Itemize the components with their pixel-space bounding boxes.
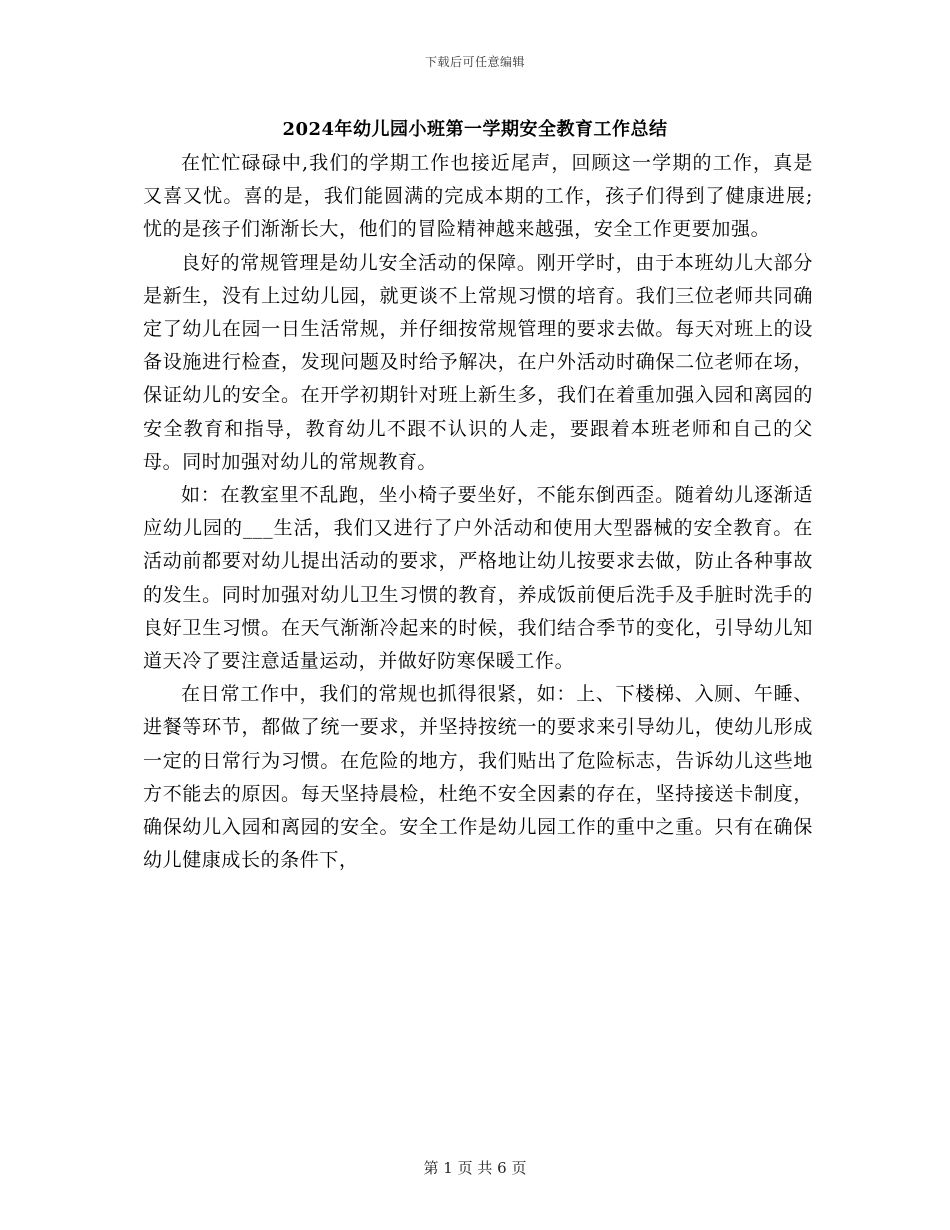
paragraph-3: 如：在教室里不乱跑，坐小椅子要坐好，不能东倒西歪。随着幼儿逐渐适应幼儿园的___生活，我们又进行了户外活动和使用大型器械的安全教育。在活动前都要对幼儿提出活动的要求，严格地让幼儿按要求去做，防止各种事故的发生。同时加强对幼儿卫生习惯的教育，养成饭前便后洗手及手脏时洗手的良好卫生习惯。在天气渐渐冷起来的时候，我们结合季节的变化，引导幼儿知道天冷了要注意适量运动，并做好防寒保暖工作。: [143, 484, 813, 673]
document-body: [143, 147, 813, 877]
page-number-footer: 第 1 页 共 6 页: [423, 1159, 527, 1177]
header-note: 下载后可任意编辑: [424, 55, 525, 69]
paragraph-2: 良好的常规管理是幼儿安全活动的保障。刚开学时，由于本班幼儿大部分是新生，没有上过幼儿园，就更谈不上常规习惯的培育。我们三位老师共同确定了幼儿在园一日生活常规，并仔细按常规管理的要求去做。每天对班上的设备设施进行检查，发现问题及时给予解决，在户外活动时确保二位老师在场，保证幼儿的安全。在开学初期针对班上新生多，我们在着重加强入园和离园的安全教育和指导，教育幼儿不跟不认识的人走，要跟着本班老师和自己的父母。同时加强对幼儿的常规教育。: [143, 251, 813, 473]
paragraph-1: 在忙忙碌碌中,我们的学期工作也接近尾声，回顾这一学期的工作，真是又喜又忧。喜的是，我们能圆满的完成本期的工作，孩子们得到了健康进展;忧的是孩子们渐渐长大，他们的冒险精神越来越强，安全工作更要加强。: [143, 152, 813, 241]
document-title: 2024年幼儿园小班第一学期安全教育工作总结: [282, 119, 668, 140]
paragraph-4: 在日常工作中，我们的常规也抓得很紧，如：上、下楼梯、入厕、午睡、进餐等环节，都做了统一要求，并坚持按统一的要求来引导幼儿，使幼儿形成一定的日常行为习惯。在危险的地方，我们贴出了危险标志，告诉幼儿这些地方不能去的原因。每天坚持晨检，杜绝不安全因素的存在，坚持接送卡制度，确保幼儿入园和离园的安全。安全工作是幼儿园工作的重中之重。只有在确保幼儿健康成长的条件下，: [143, 683, 813, 872]
